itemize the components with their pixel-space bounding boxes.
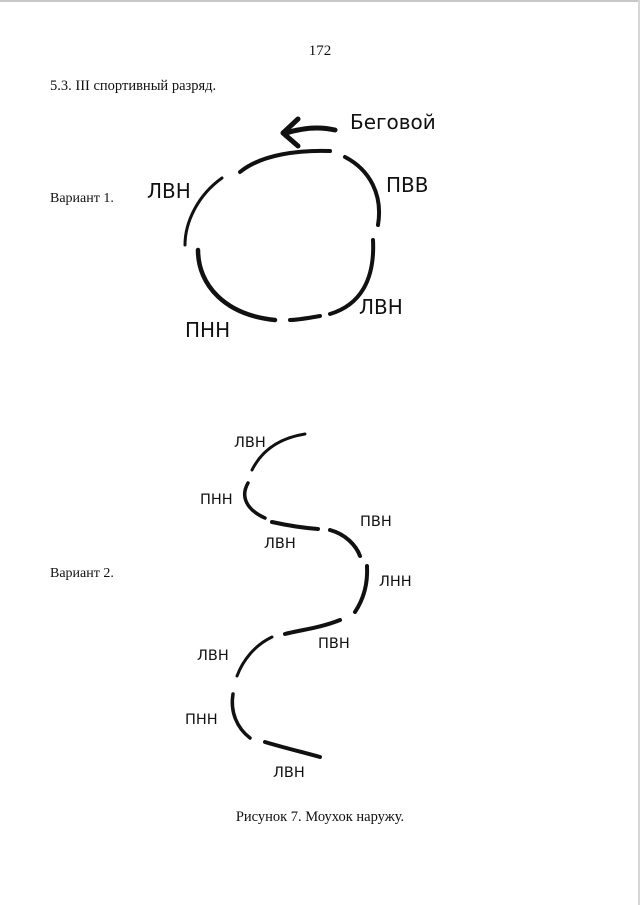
edge-s-3	[272, 522, 318, 529]
page-number: 172	[308, 43, 332, 59]
edge-s-8	[232, 694, 250, 738]
edge-s-2	[245, 483, 265, 518]
edge-label-pnn: ПНН	[185, 318, 231, 342]
edge-label-pvv: ПВВ	[386, 173, 429, 197]
edge-label-v2-3: ЛВН	[264, 536, 296, 552]
variant-1-diagram	[147, 110, 436, 342]
variant-1-label: Вариант 1.	[50, 191, 114, 206]
edge-label-v2-2: ПНН	[200, 492, 233, 508]
variant-2-diagram	[185, 434, 412, 781]
edge-label-v2-1: ЛВН	[234, 435, 266, 451]
edge-s-6	[285, 620, 340, 634]
section-heading: 5.3. III спортивный разряд.	[50, 78, 217, 94]
edge-s-7	[237, 637, 272, 676]
edge-s-9	[265, 742, 320, 757]
direction-arrow-shaft	[286, 128, 335, 133]
edge-s-4	[330, 530, 360, 556]
figure-caption: Рисунок 7. Моухок наружу.	[235, 809, 405, 825]
edge-label-v2-8: ПНН	[185, 712, 218, 728]
edge-bottom-left-arc	[198, 250, 275, 320]
variant-2-label: Вариант 2.	[50, 566, 114, 581]
edge-label-v2-4: ПВН	[360, 514, 392, 530]
edge-s-5	[355, 566, 367, 612]
edge-right-upper-arc	[345, 157, 379, 225]
edge-label-lvn-2: ЛВН	[359, 295, 403, 319]
edge-bottom-right-arc	[290, 316, 320, 320]
edge-label-v2-7: ЛВН	[197, 648, 229, 664]
edge-top-arc	[240, 151, 330, 172]
edge-label-v2-6: ПВН	[318, 636, 350, 652]
edge-label-lvn-1: ЛВН	[147, 179, 191, 203]
edge-label-v2-9: ЛВН	[273, 765, 305, 781]
edge-label-v2-5: ЛНН	[379, 574, 412, 590]
start-label: Беговой	[350, 110, 436, 134]
